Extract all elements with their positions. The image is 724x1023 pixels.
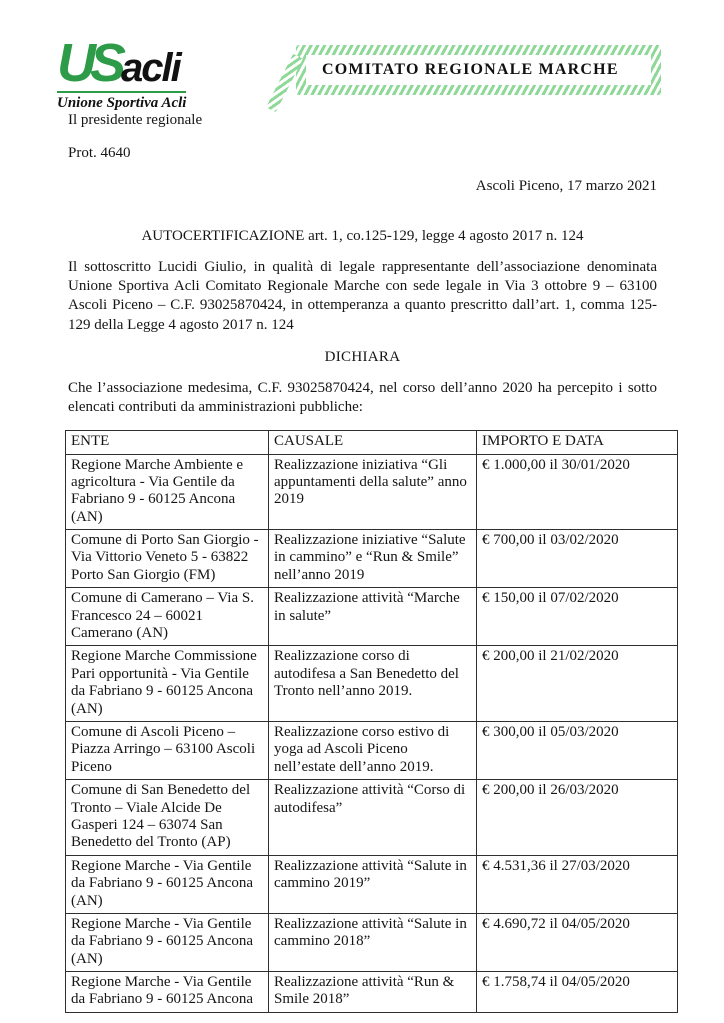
ente-cell: Regione Marche - Via Gentile da Fabriano 9 - 60125 Ancona (AN) [66,855,269,913]
importo-cell: € 200,00 il 21/02/2020 [477,646,678,722]
column-header-ente: ENTE [66,431,269,454]
table-header-row [66,431,678,454]
place-date-line: Ascoli Piceno, 17 marzo 2021 [475,178,657,194]
ente-cell: Regione Marche - Via Gentile da Fabriano 9 - 60125 Ancona [66,972,269,1013]
column-header-causale: CAUSALE [269,431,477,454]
importo-cell: € 4.690,72 il 04/05/2020 [477,913,678,971]
role-line: Il presidente regionale [68,112,203,128]
importo-cell: € 700,00 il 03/02/2020 [477,530,678,588]
ente-cell: Comune di Ascoli Piceno – Piazza Arringo – 63100 Ascoli Piceno [66,721,269,779]
table-row [66,913,678,971]
ente-cell: Comune di Porto San Giorgio - Via Vittorio Veneto 5 - 63822 Porto San Giorgio (FM) [66,530,269,588]
column-header-importo: IMPORTO E DATA [477,431,678,454]
document-heading: AUTOCERTIFICAZIONE art. 1, co.125-129, legge 4 agosto 2017 n. 124 [141,228,584,244]
table-row [66,721,678,779]
importo-cell: € 1.758,74 il 04/05/2020 [477,972,678,1013]
causale-cell: Realizzazione attività “Run & Smile 2018” [269,972,477,1013]
ente-cell: Comune di San Benedetto del Tronto – Viale Alcide De Gasperi 124 – 63074 San Benedetto del Tronto (AP) [66,780,269,856]
stamp-title: COMITATO REGIONALE MARCHE [306,55,651,85]
importo-cell: € 150,00 il 07/02/2020 [477,588,678,646]
importo-cell: € 300,00 il 05/03/2020 [477,721,678,779]
importo-cell: € 1.000,00 il 30/01/2020 [477,454,678,530]
importo-cell: € 4.531,36 il 27/03/2020 [477,855,678,913]
ente-cell: Regione Marche Commissione Pari opportunità - Via Gentile da Fabriano 9 - 60125 Ancona (AN) [66,646,269,722]
logo-us-monogram: US [57,33,121,93]
protocol-number: Prot. 4640 [68,145,131,161]
table-row [66,646,678,722]
intro-paragraph: Il sottoscritto Lucidi Giulio, in qualità di legale rappresentante dell’associazione denominata Unione Sportiva Acli Comitato Regionale Marche con sede legale in Via 3 ottobre 9 – 63100 Ascoli Piceno – C.F. 93025870424, in ottemperanza a quanto prescritto dall’art. 1, comma 125-129 della Legge 4 agosto 2017 n. 124 [68,259,657,333]
table-row [66,855,678,913]
ente-cell: Regione Marche - Via Gentile da Fabriano 9 - 60125 Ancona (AN) [66,913,269,971]
contributions-table [65,430,678,1013]
causale-cell: Realizzazione attività “Marche in salute” [269,588,477,646]
causale-cell: Realizzazione corso estivo di yoga ad Ascoli Piceno nell’estate dell’anno 2019. [269,721,477,779]
table-row [66,780,678,856]
table-row [66,530,678,588]
causale-cell: Realizzazione iniziativa “Gli appuntamenti della salute” anno 2019 [269,454,477,530]
contributions-table-body [66,454,678,1012]
declaration-paragraph: Che l’associazione medesima, C.F. 93025870424, nel corso dell’anno 2020 ha percepito i sotto elencati contributi da amministrazioni pubbliche: [68,379,657,415]
ente-cell: Regione Marche Ambiente e agricoltura - Via Gentile da Fabriano 9 - 60125 Ancona (AN) [66,454,269,530]
table-row [66,454,678,530]
causale-cell: Realizzazione attività “Corso di autodifesa” [269,780,477,856]
causale-cell: Realizzazione attività “Salute in cammino 2018” [269,913,477,971]
table-row [66,588,678,646]
ente-cell: Comune di Camerano – Via S. Francesco 24 – 60021 Camerano (AN) [66,588,269,646]
causale-cell: Realizzazione corso di autodifesa a San Benedetto del Tronto nell’anno 2019. [269,646,477,722]
letter-content [68,0,657,1013]
logo-acli-text: acli [121,46,180,90]
logo-subtitle: Unione Sportiva Acli [57,91,186,112]
declaration-heading: DICHIARA [324,348,401,365]
table-row [66,972,678,1013]
causale-cell: Realizzazione iniziative “Salute in cammino” e “Run & Smile” nell’anno 2019 [269,530,477,588]
causale-cell: Realizzazione attività “Salute in cammino 2019” [269,855,477,913]
importo-cell: € 200,00 il 26/03/2020 [477,780,678,856]
